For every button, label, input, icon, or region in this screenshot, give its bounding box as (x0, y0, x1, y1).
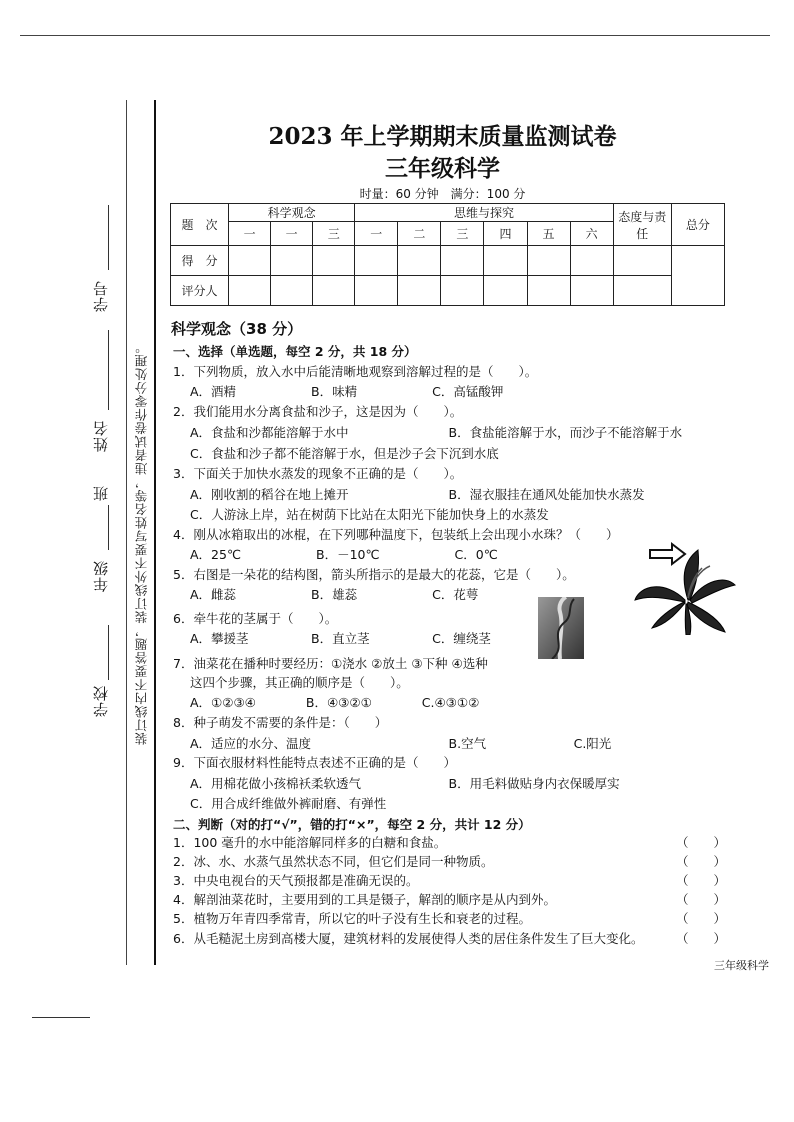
option-line: A．25℃ B．－10℃ C．0℃ (190, 547, 498, 562)
label-name: 姓名 (92, 420, 110, 452)
arrow-icon (650, 544, 685, 564)
answer-paren[interactable]: （ ） (676, 873, 727, 888)
option-line: A．①②③④ B．④③②① C.④③①② (190, 695, 480, 710)
score-table (170, 203, 725, 306)
footer-rule (32, 1017, 90, 1018)
student-no-blank (108, 205, 109, 270)
label-class: 班 (92, 485, 110, 501)
label-school: 学校 (92, 685, 110, 717)
answer-paren[interactable]: （ ） (676, 835, 727, 850)
grader-cell[interactable] (355, 276, 398, 306)
question-line: 8．种子萌发不需要的条件是：（ ） (173, 715, 388, 730)
answer-paren[interactable]: （ ） (676, 911, 727, 926)
score-cell[interactable] (613, 246, 671, 276)
question-line: 5．右图是一朵花的结构图，箭头所指示的是最大的花蕊，它是（ ）。 (173, 567, 575, 582)
option-line: A．刚收割的稻谷在地上摊开 B．湿衣服挂在通风处能加快水蒸发 (190, 487, 645, 502)
score-cell[interactable] (398, 246, 441, 276)
col-header: 三 (313, 222, 355, 246)
question-line: 1．下列物质，放入水中后能清晰地观察到溶解过程的是（ ）。 (173, 364, 538, 379)
col-header: 六 (570, 222, 613, 246)
judgement-line: 2．冰、水、水蒸气虽然状态不同，但它们是同一种物质。 (173, 854, 494, 869)
col-header: 一 (229, 222, 271, 246)
judgement-line: 1．100 毫升的水中能溶解同样多的白糖和食盐。 (173, 835, 447, 850)
section-heading: 科学观念（38 分） (171, 320, 303, 338)
col-header: 二 (398, 222, 441, 246)
row-label-score: 得 分 (171, 246, 229, 276)
score-cell[interactable] (570, 246, 613, 276)
school-blank (108, 625, 109, 680)
col-header: 三 (441, 222, 484, 246)
row-label-item: 题 次 (171, 204, 229, 246)
grader-cell[interactable] (229, 276, 271, 306)
judgement-line: 5．植物万年青四季常青，所以它的叶子没有生长和衰老的过程。 (173, 911, 531, 926)
grader-cell[interactable] (613, 276, 671, 306)
group-science-concept: 科学观念 (229, 204, 355, 222)
question-line: 7．油菜花在播种时要经历：①浇水 ②放土 ③下种 ④选种 (173, 656, 488, 671)
score-cell[interactable] (313, 246, 355, 276)
binding-notice: 装订线内不要答题，装订线外不要写姓名等，违者试卷作零分处理。 (134, 340, 149, 745)
name-blank (108, 330, 109, 410)
lily-flower-image (630, 540, 740, 635)
grade-blank (108, 505, 109, 550)
question-line: 4．刚从冰箱取出的冰棍，在下列哪种温度下，包装纸上会出现小水珠？（ ） (173, 527, 619, 542)
option-line: A．用棉花做小孩棉袄柔软透气 B．用毛料做贴身内衣保暖厚实 (190, 776, 620, 791)
answer-paren[interactable]: （ ） (676, 854, 727, 869)
judgement-line: 4．解剖油菜花时，主要用到的工具是镊子，解剖的顺序是从内到外。 (173, 892, 556, 907)
col-header: 一 (271, 222, 313, 246)
answer-paren[interactable]: （ ） (676, 931, 727, 946)
total-header: 总分 (671, 204, 724, 246)
exam-meta: 时量：60 分钟 满分：100 分 (359, 187, 526, 201)
option-line: C．用合成纤维做外裤耐磨、有弹性 (190, 796, 387, 811)
question-line: 6．牵牛花的茎属于（ ）。 (173, 611, 338, 626)
question-line: 2．我们能用水分离食盐和沙子，这是因为（ ）。 (173, 404, 463, 419)
score-cell[interactable] (527, 246, 570, 276)
answer-paren[interactable]: （ ） (676, 892, 727, 907)
page-footer: 三年级科学 (714, 959, 769, 972)
part2-heading: 二、判断（对的打“√”，错的打“×”，每空 2 分，共计 12 分） (173, 817, 531, 832)
score-cell[interactable] (355, 246, 398, 276)
question-line: 这四个步骤，其正确的顺序是（ ）。 (190, 675, 409, 690)
option-line: A．雌蕊 B．雄蕊 C．花萼 (190, 587, 479, 602)
part1-heading: 一、选择（单选题，每空 2 分，共 18 分） (173, 344, 417, 359)
total-cell[interactable] (671, 246, 724, 306)
group-thinking-inquiry: 思维与探究 (355, 204, 613, 222)
binding-line-inner (154, 100, 156, 965)
judgement-line: 3．中央电视台的天气预报都是准确无误的。 (173, 873, 419, 888)
exam-subject: 三年级科学 (385, 155, 500, 182)
option-line: A．适应的水分、温度 B.空气 C.阳光 (190, 736, 612, 751)
label-student-no: 学号 (92, 280, 110, 312)
label-grade: 年级 (92, 560, 110, 592)
question-line: 9．下面衣服材料性能特点表述不正确的是（ ） (173, 755, 456, 770)
grader-cell[interactable] (271, 276, 313, 306)
option-line: C．食盐和沙子都不能溶解于水，但是沙子会下沉到水底 (190, 446, 499, 461)
option-line: C．人游泳上岸，站在树荫下比站在太阳光下能加快身上的水蒸发 (190, 507, 549, 522)
binding-line-outer (126, 100, 127, 965)
question-line: 3．下面关于加快水蒸发的现象不正确的是（ ）。 (173, 466, 463, 481)
grader-cell[interactable] (313, 276, 355, 306)
option-line: A．攀援茎 B．直立茎 C．缠绕茎 (190, 631, 491, 646)
col-header: 四 (484, 222, 527, 246)
grader-cell[interactable] (570, 276, 613, 306)
option-line: A．食盐和沙都能溶解于水中 B．食盐能溶解于水，而沙子不能溶解于水 (190, 425, 683, 440)
score-cell[interactable] (441, 246, 484, 276)
col-header: 五 (527, 222, 570, 246)
top-rule (20, 35, 770, 36)
score-cell[interactable] (271, 246, 313, 276)
exam-title: 2023 年上学期期末质量监测试卷 (268, 123, 617, 150)
group-attitude: 态度与责任 (613, 204, 671, 246)
vine-stem-photo (538, 597, 584, 659)
grader-cell[interactable] (484, 276, 527, 306)
row-label-grader: 评分人 (171, 276, 229, 306)
score-cell[interactable] (484, 246, 527, 276)
grader-cell[interactable] (527, 276, 570, 306)
option-line: A．酒精 B．味精 C．高锰酸钾 (190, 384, 504, 399)
judgement-line: 6．从毛糙泥土房到高楼大厦，建筑材料的发展使得人类的居住条件发生了巨大变化。 (173, 931, 644, 946)
grader-cell[interactable] (398, 276, 441, 306)
col-header: 一 (355, 222, 398, 246)
score-cell[interactable] (229, 246, 271, 276)
grader-cell[interactable] (441, 276, 484, 306)
